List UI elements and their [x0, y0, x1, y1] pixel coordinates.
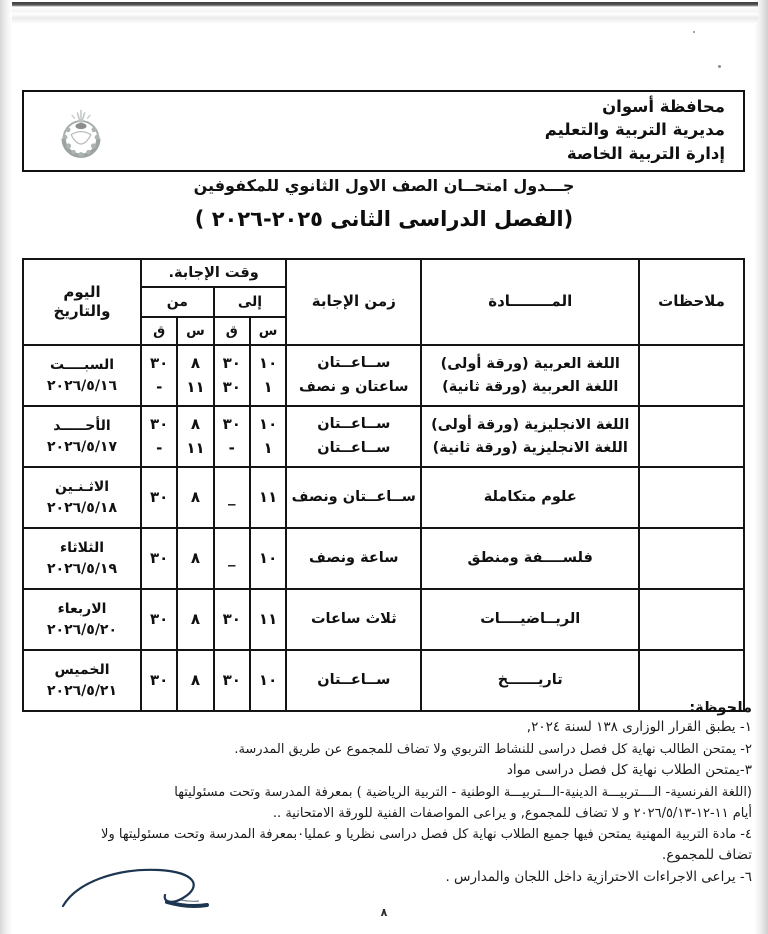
cell-to-minute: _: [214, 467, 250, 528]
cell-to-hour: ١١: [250, 467, 286, 528]
table-row: [23, 406, 744, 467]
note-item: ٢- يمتحن الطالب نهاية كل فصل دراسى للنشاط التربوي ولا تضاف للمجموع عن طريق المدرسة.: [234, 741, 752, 757]
header-day-line2: والتاريخ: [53, 302, 111, 320]
cell-from-hour: ٨: [177, 650, 213, 711]
cell-subject: فلســــفة ومنطق: [421, 528, 639, 589]
scan-edge-left: [0, 0, 12, 934]
header-from-hour: س: [177, 317, 213, 345]
day-name: الاثـنـين: [54, 479, 110, 496]
day-date: ٢٠٢٦/٥/٢١: [46, 682, 118, 699]
scan-edge-right: [754, 0, 768, 934]
cell-to-hour: ١١: [250, 589, 286, 650]
table-body: [23, 345, 744, 711]
day-date: ٢٠٢٦/٥/١٦: [46, 377, 118, 394]
note-item: ١- يطبق القرار الوزارى ١٣٨ لسنة ٢٠٢٤,: [526, 719, 752, 735]
note-item: (اللغة الفرنسية- الــــتربيـــة الدينية-الـــتربيـــة الوطنية - التربية الرياضية ) بمعرفة المدرسة وتحت مسئوليتها: [174, 784, 752, 800]
day-date: ٢٠٢٦/٥/١٧: [46, 438, 118, 455]
page-number: ٨: [380, 906, 388, 919]
cell-subject: علوم متكاملة: [421, 467, 639, 528]
cell-notes: [639, 406, 744, 467]
cell-duration: ســاعــتان: [286, 650, 421, 711]
cell-to-minute: ٣٠ -: [214, 406, 250, 467]
note-item: ٦- يراعى الاجراءات الاحترازية داخل اللجان والمدارس .: [445, 868, 752, 885]
header-duration: زمن الإجابة: [286, 259, 421, 345]
cell-notes: [639, 589, 744, 650]
cell-day-date: [23, 345, 141, 406]
cell-from-minute: ٣٠ -: [141, 406, 177, 467]
cell-subject: الريــاضيــــات: [421, 589, 639, 650]
cell-notes: [639, 467, 744, 528]
notes-title: ملحوظة:: [689, 700, 752, 716]
cell-duration: ســاعــتان ونصف: [286, 467, 421, 528]
header-subject: المــــــــادة: [421, 259, 639, 345]
scan-streak-top: [12, 2, 758, 24]
cell-from-hour: ٨: [177, 467, 213, 528]
header-from-minute: ق: [141, 317, 177, 345]
header-to-minute: ق: [214, 317, 250, 345]
cell-to-hour: ١٠: [250, 528, 286, 589]
scan-speck: [693, 31, 695, 33]
cell-day-date: [23, 589, 141, 650]
document-title: جـــدول امتحــان الصف الاول الثانوي للمكفوفين: [193, 176, 575, 195]
table-row: [23, 528, 744, 589]
cell-subject: تاريــــــخ: [421, 650, 639, 711]
cell-notes: [639, 345, 744, 406]
letterhead-box: [22, 90, 745, 172]
cell-to-minute: _: [214, 528, 250, 589]
cell-to-hour: ١٠ ١: [250, 345, 286, 406]
note-item: ٤- مادة التربية المهنية يمتحن فيها جميع الطلاب نهاية كل فصل دراسى نظريا و عمليا٠بمعرفة المدرسة وتحت مسئوليتها ولا: [101, 826, 752, 842]
cell-to-minute: ٣٠: [214, 650, 250, 711]
header-time-group: وقت الإجابة.: [141, 259, 286, 287]
egypt-eagle-emblem-icon: [50, 100, 112, 162]
table-row: [23, 345, 744, 406]
header-day-line1: اليوم: [63, 282, 101, 301]
note-item: تضاف للمجموع.: [661, 846, 752, 863]
exam-schedule-table: [22, 258, 745, 712]
cell-subject: اللغة العربية (ورقة أولى) اللغة العربية (ورقة ثانية): [421, 345, 639, 406]
note-item: أيام ١١-١٢-٢٠٢٦/٥/١٣ و لا تضاف للمجموع, و يراعى المواصفات الفنية للورقة الامتحانية ..: [272, 805, 752, 821]
header-time-from: من: [141, 287, 214, 317]
scan-speck: [718, 65, 721, 68]
cell-subject: اللغة الانجليزية (ورقة أولى) اللغة الانجليزية (ورقة ثانية): [421, 406, 639, 467]
day-date: ٢٠٢٦/٥/١٨: [46, 499, 118, 516]
cell-day-date: [23, 528, 141, 589]
cell-to-minute: ٣٠ ٣٠: [214, 345, 250, 406]
cell-from-minute: ٣٠ -: [141, 345, 177, 406]
cell-notes: [639, 528, 744, 589]
governorate-name: محافظة أسوان: [602, 97, 725, 116]
table-row: [23, 589, 744, 650]
cell-from-hour: ٨: [177, 528, 213, 589]
cell-duration: ســاعــتان ساعتان و نصف: [286, 345, 421, 406]
cell-day-date: [23, 467, 141, 528]
cell-from-minute: ٣٠: [141, 528, 177, 589]
cell-from-hour: ٨ ١١: [177, 345, 213, 406]
cell-duration: ثلاث ساعات: [286, 589, 421, 650]
notes-section: [16, 700, 752, 889]
cell-to-hour: ١٠: [250, 650, 286, 711]
letterhead-text: [545, 95, 725, 165]
cell-day-date: [23, 406, 141, 467]
cell-duration: ســاعــتان ســاعــتان: [286, 406, 421, 467]
cell-from-minute: ٣٠: [141, 467, 177, 528]
table-head: [23, 259, 744, 345]
cell-from-hour: ٨: [177, 589, 213, 650]
day-name: السبــــت: [50, 357, 114, 374]
cell-to-minute: ٣٠: [214, 589, 250, 650]
cell-duration: ساعة ونصف: [286, 528, 421, 589]
cell-from-minute: ٣٠: [141, 650, 177, 711]
cell-from-minute: ٣٠: [141, 589, 177, 650]
header-notes: ملاحظات: [639, 259, 744, 345]
header-day-date: [23, 259, 141, 345]
day-name: الأحـــــد: [53, 418, 111, 435]
day-name: الثلاثاء: [59, 540, 105, 557]
cell-from-hour: ٨ ١١: [177, 406, 213, 467]
table-row: [23, 467, 744, 528]
note-item: ٣-يمتحن الطلاب نهاية كل فصل دراسى مواد: [506, 761, 752, 778]
day-name: الاربعاء: [57, 601, 107, 618]
header-row-1: [23, 259, 744, 287]
day-date: ٢٠٢٦/٥/١٩: [46, 560, 118, 577]
header-time-to: إلى: [214, 287, 287, 317]
department-name: إدارة التربية الخاصة: [566, 143, 725, 163]
cell-to-hour: ١٠ ١: [250, 406, 286, 467]
day-date: ٢٠٢٦/٥/٢٠: [46, 621, 118, 638]
directorate-name: مديرية التربية والتعليم: [544, 120, 725, 140]
day-name: الخميس: [54, 662, 110, 679]
header-to-hour: س: [250, 317, 286, 345]
document-subtitle: (الفصل الدراسى الثانى ٢٠٢٥-٢٠٢٦ ): [194, 207, 574, 231]
